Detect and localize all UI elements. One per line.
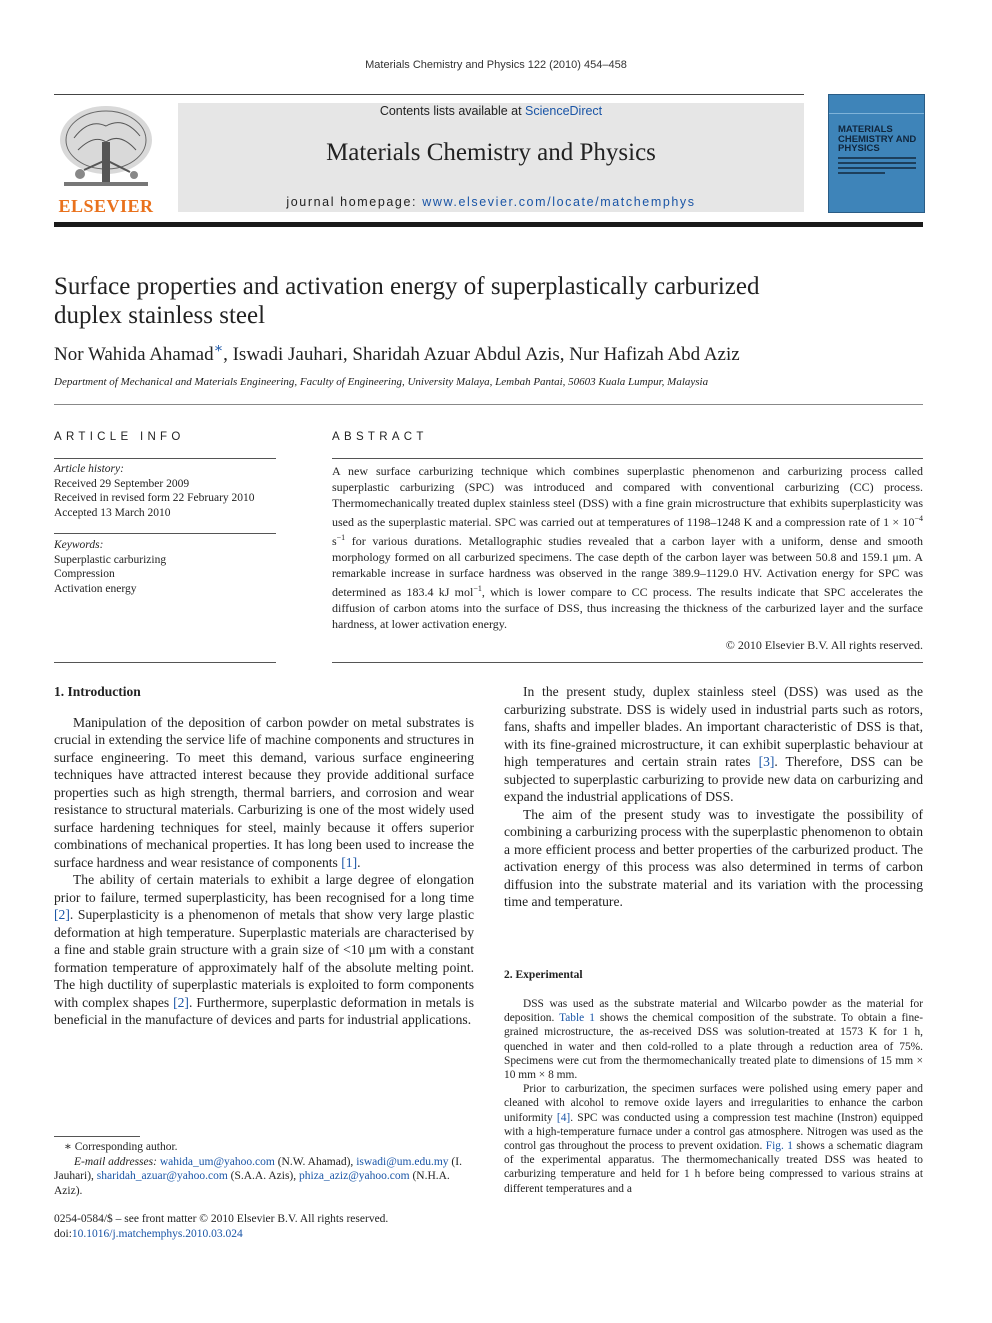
header-thick-rule bbox=[54, 222, 923, 227]
history-heading: Article history: bbox=[54, 463, 124, 475]
journal-citation: Materials Chemistry and Physics 122 (2010) 454–458 bbox=[365, 59, 627, 71]
article-info-bottom-rule bbox=[54, 662, 276, 663]
article-history bbox=[54, 462, 276, 520]
contents-prefix: Contents lists available at bbox=[379, 104, 526, 118]
body-column-left bbox=[54, 683, 474, 1029]
citation-link[interactable]: [2] bbox=[173, 994, 189, 1010]
paragraph bbox=[54, 714, 474, 872]
journal-homepage-line bbox=[178, 195, 804, 209]
abstract-rate-unit: s bbox=[332, 534, 337, 548]
journal-masthead bbox=[178, 103, 804, 212]
paragraph-text: . Furthermore, superplastic deformation in metals is beneficial in the manufacture of devices and parts for industrial applications. bbox=[54, 994, 474, 1027]
experimental-text bbox=[504, 997, 923, 1196]
article-info-rule bbox=[54, 458, 276, 459]
issn-line: 0254-0584/$ – see front matter © 2010 Elsevier B.V. All rights reserved. bbox=[54, 1213, 389, 1225]
history-revised: Received in revised form 22 February 2010 bbox=[54, 492, 255, 504]
cover-text-lines bbox=[838, 157, 916, 177]
table-link[interactable]: Table 1 bbox=[559, 1012, 595, 1025]
paragraph-text: . Superplasticity is a phenomenon of metals that show very large plastic deformation at high temperature. Superplastic materials are characterised by a fine and stable grain structure with a grain size of <10 μm with a constant formation temperature of approximately half of the absolute melting point. The high ductility of superplastic materials is exploited to form components with complex shapes bbox=[54, 907, 474, 1010]
abstract-copyright: © 2010 Elsevier B.V. All rights reserved. bbox=[725, 638, 923, 652]
affiliation: Department of Mechanical and Materials Engineering, Faculty of Engineering, University Malaya, Lembah Pantai, 50603 Kuala Lumpur, Malaysia bbox=[54, 376, 709, 388]
doi-prefix: doi: bbox=[54, 1228, 72, 1240]
figure-link[interactable]: Fig. 1 bbox=[765, 1140, 793, 1153]
footnote bbox=[54, 1140, 474, 1198]
paragraph-text: Prior to carburization, the specimen surfaces were polished using emery paper and cleaned with alcohol to remove oxide layers and irregularities to enhance the carbon uniformity bbox=[504, 1083, 923, 1124]
history-rule bbox=[54, 533, 276, 534]
paragraph-text: . bbox=[357, 854, 361, 870]
history-received: Received 29 September 2009 bbox=[54, 477, 190, 490]
paragraph-text: shows the chemical composition of the substrate. To obtain a fine-grained microstructure, the as-received DSS was solution-treated at 1573 K for 1 h, quenched in water and then cold-rolled to a plate through a reduction area of 75%. Specimens were cut from the thermomechanically treated plate to dimensions of 15 mm × 10 mm × 8 mm. bbox=[504, 1012, 923, 1082]
email-addresses bbox=[54, 1155, 474, 1199]
footnote-text: Corresponding author. bbox=[71, 1141, 178, 1153]
abstract-part: , which is lower compare to CC process. The results indicate that SPC accelerates the diffusion of carbon atoms into the surface of DSS, thus increasing the thickness of the carburized layer and the surface hardness, at lower activation energy. bbox=[332, 585, 923, 631]
email-link[interactable]: wahida_um@yahoo.com bbox=[159, 1155, 275, 1168]
corresponding-author-note bbox=[54, 1140, 474, 1155]
abstract-rate-value: 1 × 10 bbox=[883, 515, 915, 529]
email-link[interactable]: iswadi@um.edu.my bbox=[356, 1155, 449, 1168]
paragraph-text: shows a schematic diagram of the experimental apparatus. The thermomechanically treated DSS was heated to carburizing temperature and held for 1 h before being compressed to various strains at different temperatures and a bbox=[504, 1140, 924, 1195]
email-owner: (N.W. Ahamad), bbox=[274, 1155, 357, 1168]
paragraph-text: In the present study, duplex stainless steel (DSS) was used as the carburizing substrate. DSS is widely used in industrial parts such as rotors, fans, shafts and impeller blades. An important characteristic of DSS is that, with its fine-grained microstructure, it can exhibit superplastic behaviour at high temperatures and certain strain rates bbox=[504, 684, 923, 769]
paragraph bbox=[54, 871, 474, 1029]
paragraph-text: The ability of certain materials to exhibit a large degree of elongation prior to failure, termed superplasticity, has been recognised for a long time bbox=[54, 872, 474, 905]
front-matter bbox=[54, 1212, 474, 1242]
author-list bbox=[54, 341, 924, 366]
paragraph-text: . Therefore, DSS can be subjected to superplastic carburizing to provide new data on carburizing and expand the industrial applications of DSS. bbox=[504, 754, 923, 804]
author-name: Nor Wahida Ahamad bbox=[54, 344, 214, 365]
article-info-heading: ARTICLE INFO bbox=[54, 431, 185, 443]
journal-name: Materials Chemistry and Physics bbox=[326, 139, 656, 166]
abstract-part: for various durations. Metallographic studies revealed that a carbon layer with a uniform, dense and smooth morphology formed on all carburized specimens. The case depth of the carbon layer was between 50.8 and 159.1 μm. A remarkable increase in surface hardness was observed in the range 389.9–1129.0 HV. Activation energy for SPC was determined as 183.4 kJ mol bbox=[332, 534, 923, 599]
paragraph-text: . SPC was conducted using a compression test machine (Instron) equipped with a high-temperature furnace under a control gas atmosphere. Nitrogen was used as the control gas throughout the process to prevent oxidation. bbox=[504, 1111, 923, 1153]
sciencedirect-link[interactable]: ScienceDirect bbox=[525, 104, 603, 118]
keyword-item: Compression bbox=[54, 568, 115, 580]
elsevier-wordmark: ELSEVIER bbox=[58, 196, 154, 216]
cover-title: MATERIALS CHEMISTRY AND PHYSICS bbox=[838, 124, 917, 154]
paragraph bbox=[504, 997, 923, 1082]
email-owner: (S.A.A. Azis), bbox=[227, 1170, 300, 1182]
abstract-rate-exp: −4 bbox=[914, 514, 923, 523]
abstract-energy-exp: −1 bbox=[473, 584, 482, 593]
affiliation-divider bbox=[54, 404, 923, 405]
header-divider bbox=[54, 94, 804, 95]
doi-link[interactable]: 10.1016/j.matchemphys.2010.03.024 bbox=[71, 1228, 243, 1240]
citation-link[interactable]: [2] bbox=[54, 907, 70, 922]
keywords bbox=[54, 538, 276, 596]
citation-link[interactable]: [4] bbox=[556, 1111, 571, 1124]
keyword-item: Superplastic carburizing bbox=[54, 553, 167, 566]
email-owner: (N.H.A. Aziz). bbox=[54, 1170, 450, 1197]
doi-line bbox=[54, 1227, 474, 1242]
email-owner: (I. Jauhari), bbox=[54, 1155, 462, 1182]
abstract-part: A new surface carburizing technique which combines superplastic phenomenon and carburizing process called superplastic carburizing (SPC) was introduced and compared with conventional carburizing (CC) process. Thermomechanically treated duplex stainless steel (DSS) with a fine grain microstructure that exhibits superplasticity was used as the superplastic material. SPC was carried out at temperatures of 1198–1248 K and a compression rate of bbox=[332, 464, 923, 529]
abstract-rule bbox=[332, 458, 923, 459]
cover-stripe bbox=[829, 113, 924, 114]
keywords-heading: Keywords: bbox=[54, 539, 104, 551]
abstract-heading: ABSTRACT bbox=[332, 431, 428, 443]
footnote-marker: ∗ bbox=[64, 1141, 72, 1153]
body-column-right bbox=[504, 683, 923, 911]
corresponding-author-marker[interactable]: ∗ bbox=[213, 341, 224, 357]
section-heading-experimental: 2. Experimental bbox=[504, 969, 583, 981]
journal-cover-thumbnail bbox=[828, 94, 925, 213]
article-title: Surface properties and activation energy of superplastically carburized duplex stainless steel bbox=[54, 273, 760, 329]
paragraph-text: DSS was used as the substrate material and Wilcarbo powder as the material for deposition. bbox=[504, 998, 923, 1025]
paragraph: The aim of the present study was to investigate the possibility of combining a carburizing process with the superplastic phenomenon to obtain a more efficient process and better properties of the carburized product. The activation energy of this process was also determined in terms of carbon diffusion into the substrate material and its variation with the processing time and temperature. bbox=[504, 806, 923, 909]
abstract-bottom-rule bbox=[332, 662, 923, 663]
homepage-prefix: journal homepage: bbox=[286, 195, 423, 209]
paragraph bbox=[504, 1082, 923, 1196]
email-link[interactable]: sharidah_azuar@yahoo.com bbox=[96, 1170, 228, 1182]
contents-line bbox=[178, 104, 804, 118]
footnote-rule bbox=[54, 1136, 140, 1137]
paragraph-text: Manipulation of the deposition of carbon powder on metal substrates is crucial in extending the service life of machine components and structures in surface engineering. To meet this demand, various surface engineering techniques have attracted interest because they provide additional surface properties such as high strength, thermal barriers, and corrosion and wear resistance to structural materials. Carburizing is one of the most widely used surface hardening techniques for steel, mainly because it offers superior combinations of mechanical properties. It has long been used to increase the surface hardness and wear resistance of components bbox=[54, 714, 474, 870]
paragraph bbox=[504, 683, 923, 806]
abstract-rate-unit-exp: −1 bbox=[336, 533, 346, 542]
history-accepted: Accepted 13 March 2010 bbox=[54, 506, 171, 519]
email-link[interactable]: phiza_aziz@yahoo.com bbox=[299, 1170, 410, 1182]
email-label: E-mail addresses: bbox=[74, 1155, 160, 1168]
abstract-text bbox=[332, 463, 923, 632]
other-authors: , Iswadi Jauhari, Sharidah Azuar Abdul Azis, Nur Hafizah Abd Aziz bbox=[223, 344, 740, 365]
keyword-item: Activation energy bbox=[54, 582, 137, 595]
citation-link[interactable]: [3] bbox=[758, 754, 775, 769]
journal-homepage-link[interactable]: www.elsevier.com/locate/matchemphys bbox=[422, 195, 696, 209]
section-heading-introduction: 1. Introduction bbox=[54, 684, 141, 699]
citation-link[interactable]: [1] bbox=[341, 854, 358, 870]
